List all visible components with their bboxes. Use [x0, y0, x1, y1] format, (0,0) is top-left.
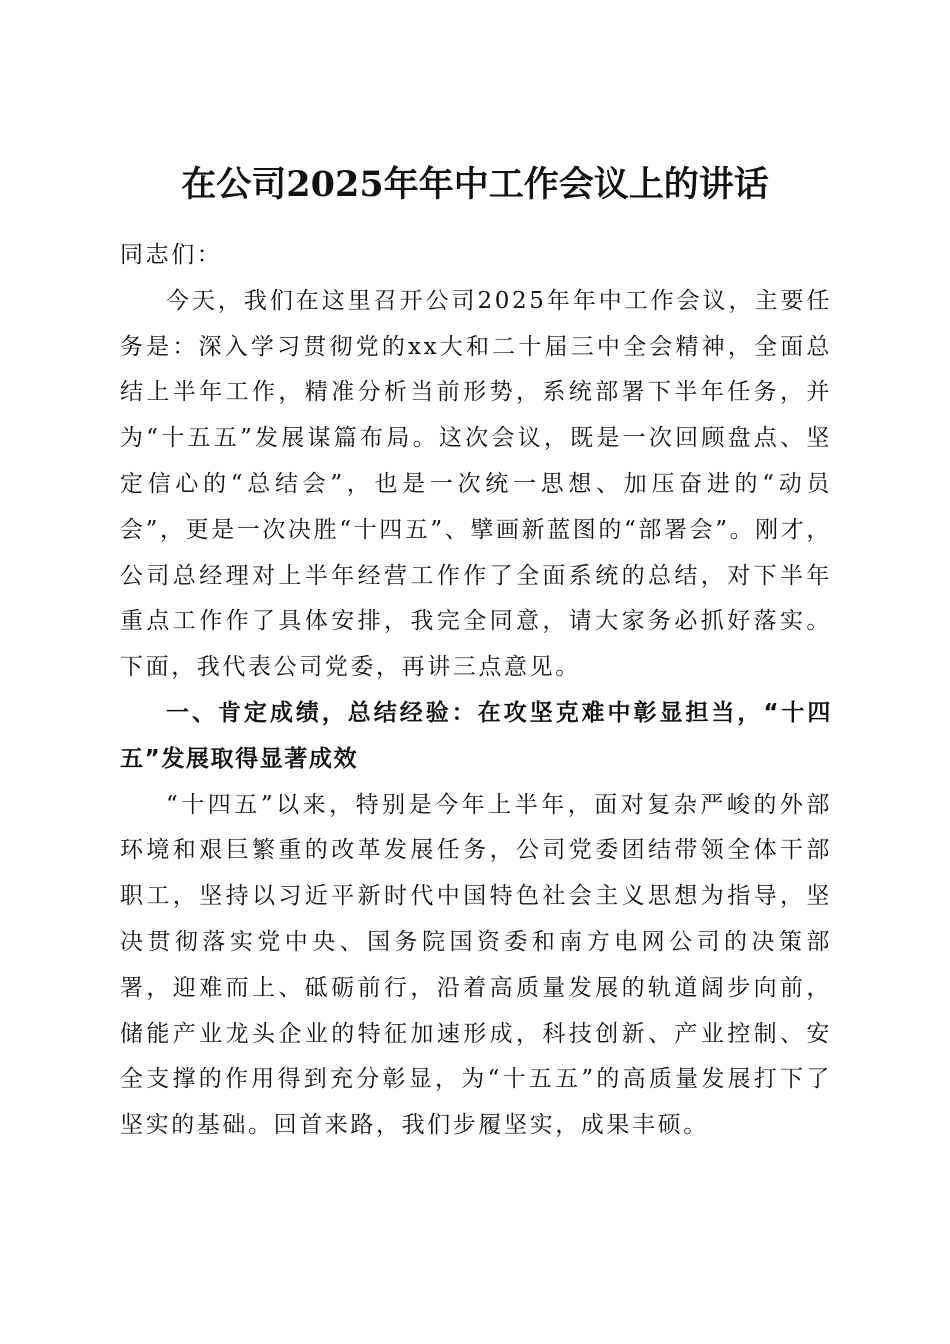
- document-title: 在公司2025年年中工作会议上的讲话: [181, 164, 769, 206]
- opening-paragraph: 今天，我们在这里召开公司2025年年中工作会议，主要任务是：深入学习贯彻党的xx大和二十届三中全会精神，全面总结上半年工作，精准分析当前形势，系统部署下半年任务，并为“十五五”发展谋篇布局。这次会议，既是一次回顾盘点、坚定信心的“总结会”，也是一次统一思想、加压奋进的“动员会”，更是一次决胜“十四五”、擘画新蓝图的“部署会”。刚才，公司总经理对上半年经营工作作了全面系统的总结，对下半年重点工作作了具体安排，我完全同意，请大家务必抓好落实。下面，我代表公司党委，再讲三点意见。: [120, 287, 832, 681]
- document-body: [120, 233, 832, 1149]
- salutation: 同志们：: [120, 242, 223, 268]
- section-heading-1: 一、肯定成绩，总结经验：在攻坚克难中彰显担当，“十四五”发展取得显著成效: [120, 699, 832, 772]
- section-1-paragraph: “十四五”以来，特别是今年上半年，面对复杂严峻的外部环境和艰巨繁重的改革发展任务，公司党委团结带领全体干部职工，坚持以习近平新时代中国特色社会主义思想为指导，坚决贯彻落实党中央、国务院国资委和南方电网公司的决策部署，迎难而上、砥砺前行，沿着高质量发展的轨道阔步向前，储能产业龙头企业的特征加速形成，科技创新、产业控制、安全支撑的作用得到充分彰显，为“十五五”的高质量发展打下了坚实的基础。回首来路，我们步履坚实，成果丰硕。: [120, 791, 832, 1139]
